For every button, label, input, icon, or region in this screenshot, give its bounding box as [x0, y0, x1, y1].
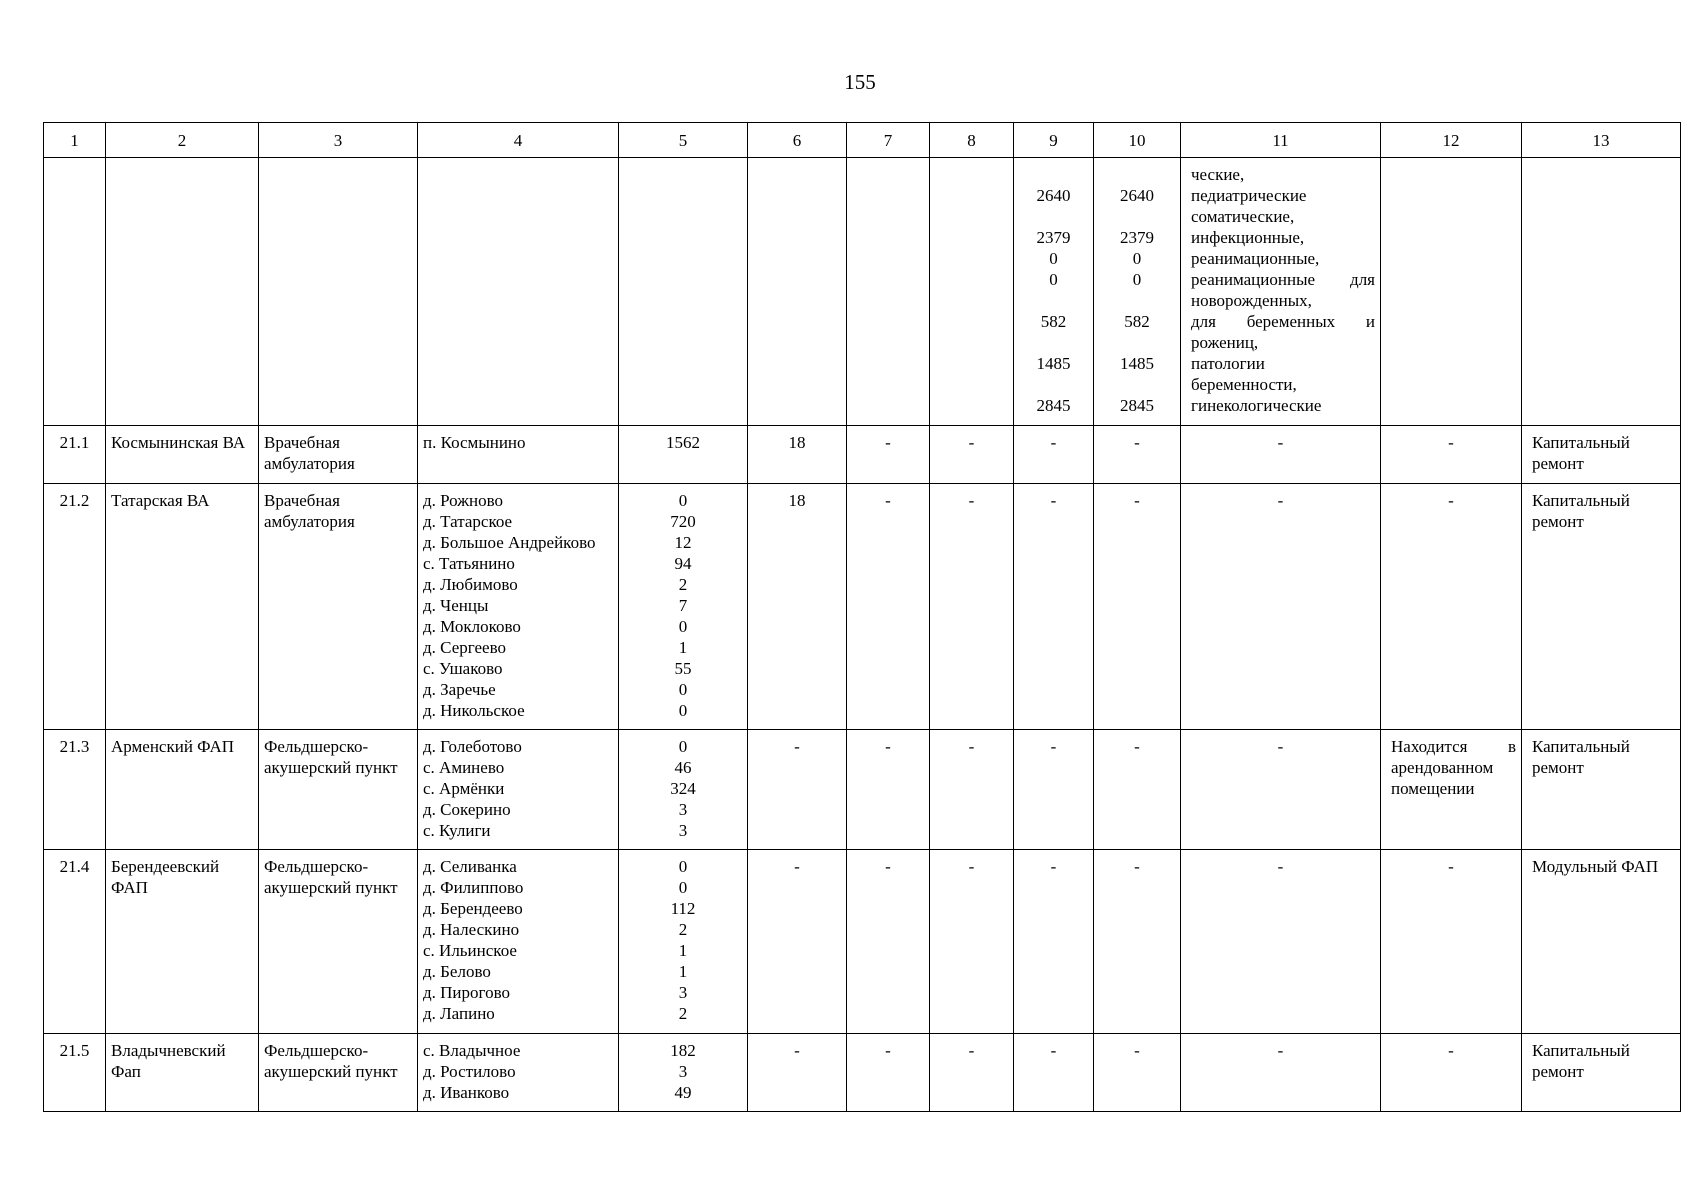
table-cell: 18	[748, 484, 847, 730]
planned-action: Капитальный ремонт	[1522, 730, 1681, 850]
population-list: 0 0 112 2 1 1 3 2	[619, 850, 748, 1034]
table-cell	[1522, 158, 1681, 426]
column-number: 13	[1522, 123, 1681, 158]
column-number: 6	[748, 123, 847, 158]
facility-type: Фельдшерско-акушерский пункт	[259, 1034, 418, 1112]
row-number: 21.3	[44, 730, 106, 850]
table-cell	[106, 158, 259, 426]
settlement-list: д. Рожново д. Татарское д. Большое Андрейково с. Татьянино д. Любимово д. Ченцы д. Моклоково д. Сергеево с. Ушаково д. Заречье д. Никольское	[418, 484, 619, 730]
facility-name: Татарская ВА	[106, 484, 259, 730]
table-cell: -	[930, 484, 1014, 730]
row-number: 21.4	[44, 850, 106, 1034]
table-cell: -	[930, 730, 1014, 850]
table-cell: -	[1014, 426, 1094, 484]
premises-note: Находится в арендованном помещении	[1381, 730, 1522, 850]
table-cell	[748, 158, 847, 426]
table-cell: -	[1094, 1034, 1181, 1112]
table-cell: -	[1181, 730, 1381, 850]
column-number: 7	[847, 123, 930, 158]
table-cell: -	[847, 426, 930, 484]
table-cell: -	[930, 1034, 1014, 1112]
table-cell: -	[847, 1034, 930, 1112]
table-cell: -	[847, 484, 930, 730]
table-row	[44, 730, 1681, 850]
table-cell: -	[1094, 730, 1181, 850]
facility-type: Врачебная амбулатория	[259, 484, 418, 730]
table-cell: -	[1181, 1034, 1381, 1112]
column-number: 8	[930, 123, 1014, 158]
row-number: 21.1	[44, 426, 106, 484]
table-cell: -	[1014, 1034, 1094, 1112]
table-cell	[847, 158, 930, 426]
table-cell	[930, 158, 1014, 426]
table-cell: -	[1181, 426, 1381, 484]
facility-type: Фельдшерско-акушерский пункт	[259, 730, 418, 850]
table-cell: -	[748, 730, 847, 850]
facility-name: Космынинская ВА	[106, 426, 259, 484]
column-number: 2	[106, 123, 259, 158]
table-cell: -	[748, 1034, 847, 1112]
column-number: 9	[1014, 123, 1094, 158]
column-numbers-row	[44, 123, 1681, 158]
planned-action: Капитальный ремонт	[1522, 426, 1681, 484]
settlement-list: д. Селиванка д. Филиппово д. Берендеево д. Налескино с. Ильинское д. Белово д. Пирогово д. Лапино	[418, 850, 619, 1034]
population-list: 182 3 49	[619, 1034, 748, 1112]
table-cell: 18	[748, 426, 847, 484]
planned-action: Капитальный ремонт	[1522, 1034, 1681, 1112]
planned-action: Капитальный ремонт	[1522, 484, 1681, 730]
table-cell: -	[1381, 484, 1522, 730]
population-list: 1562	[619, 426, 748, 484]
table-cell	[418, 158, 619, 426]
continuation-row	[44, 158, 1681, 426]
facility-type: Врачебная амбулатория	[259, 426, 418, 484]
bed-count-cell: 2640 2379 0 0 582 1485 2845	[1094, 158, 1181, 426]
table-cell: -	[1181, 850, 1381, 1034]
settlement-list: д. Голеботово с. Аминево с. Армёнки д. Сокерино с. Кулиги	[418, 730, 619, 850]
table-cell: -	[1381, 850, 1522, 1034]
table-cell: -	[1181, 484, 1381, 730]
planned-action: Модульный ФАП	[1522, 850, 1681, 1034]
table-cell: -	[847, 850, 930, 1034]
table-row	[44, 1034, 1681, 1112]
table-cell	[1381, 158, 1522, 426]
table-cell: -	[1094, 484, 1181, 730]
table-cell: -	[1014, 730, 1094, 850]
settlement-list: п. Космынино	[418, 426, 619, 484]
table-cell: -	[748, 850, 847, 1034]
table-cell: -	[930, 426, 1014, 484]
page-number: 155	[844, 70, 876, 94]
facility-type: Фельдшерско-акушерский пункт	[259, 850, 418, 1034]
table-cell: -	[1094, 850, 1181, 1034]
column-number: 11	[1181, 123, 1381, 158]
table-cell: -	[1094, 426, 1181, 484]
facilities-table	[43, 122, 1681, 1112]
population-list: 0 720 12 94 2 7 0 1 55 0 0	[619, 484, 748, 730]
facility-name: Арменский ФАП	[106, 730, 259, 850]
population-list: 0 46 324 3 3	[619, 730, 748, 850]
settlement-list: с. Владычное д. Ростилово д. Иванково	[418, 1034, 619, 1112]
table-row	[44, 850, 1681, 1034]
bed-count-cell: 2640 2379 0 0 582 1485 2845	[1014, 158, 1094, 426]
table-cell	[44, 158, 106, 426]
column-number: 3	[259, 123, 418, 158]
column-number: 12	[1381, 123, 1522, 158]
table-cell: -	[1014, 850, 1094, 1034]
table-cell: -	[1014, 484, 1094, 730]
table-cell: -	[1381, 1034, 1522, 1112]
column-number: 10	[1094, 123, 1181, 158]
table-row	[44, 426, 1681, 484]
row-number: 21.2	[44, 484, 106, 730]
table-cell: -	[930, 850, 1014, 1034]
table-cell	[259, 158, 418, 426]
row-number: 21.5	[44, 1034, 106, 1112]
column-number: 1	[44, 123, 106, 158]
table-cell: -	[1381, 426, 1522, 484]
facility-name: Владычневский Фап	[106, 1034, 259, 1112]
table-cell: -	[847, 730, 930, 850]
facility-name: Берендеевский ФАП	[106, 850, 259, 1034]
column-number: 4	[418, 123, 619, 158]
table-row	[44, 484, 1681, 730]
bed-profile-cell: ческие, педиатрические соматические, инфекционные, реанимационные, реанимационные для новорожденных, для беременных и рожениц, патологии беременности, гинекологические	[1181, 158, 1381, 426]
table-cell	[619, 158, 748, 426]
column-number: 5	[619, 123, 748, 158]
